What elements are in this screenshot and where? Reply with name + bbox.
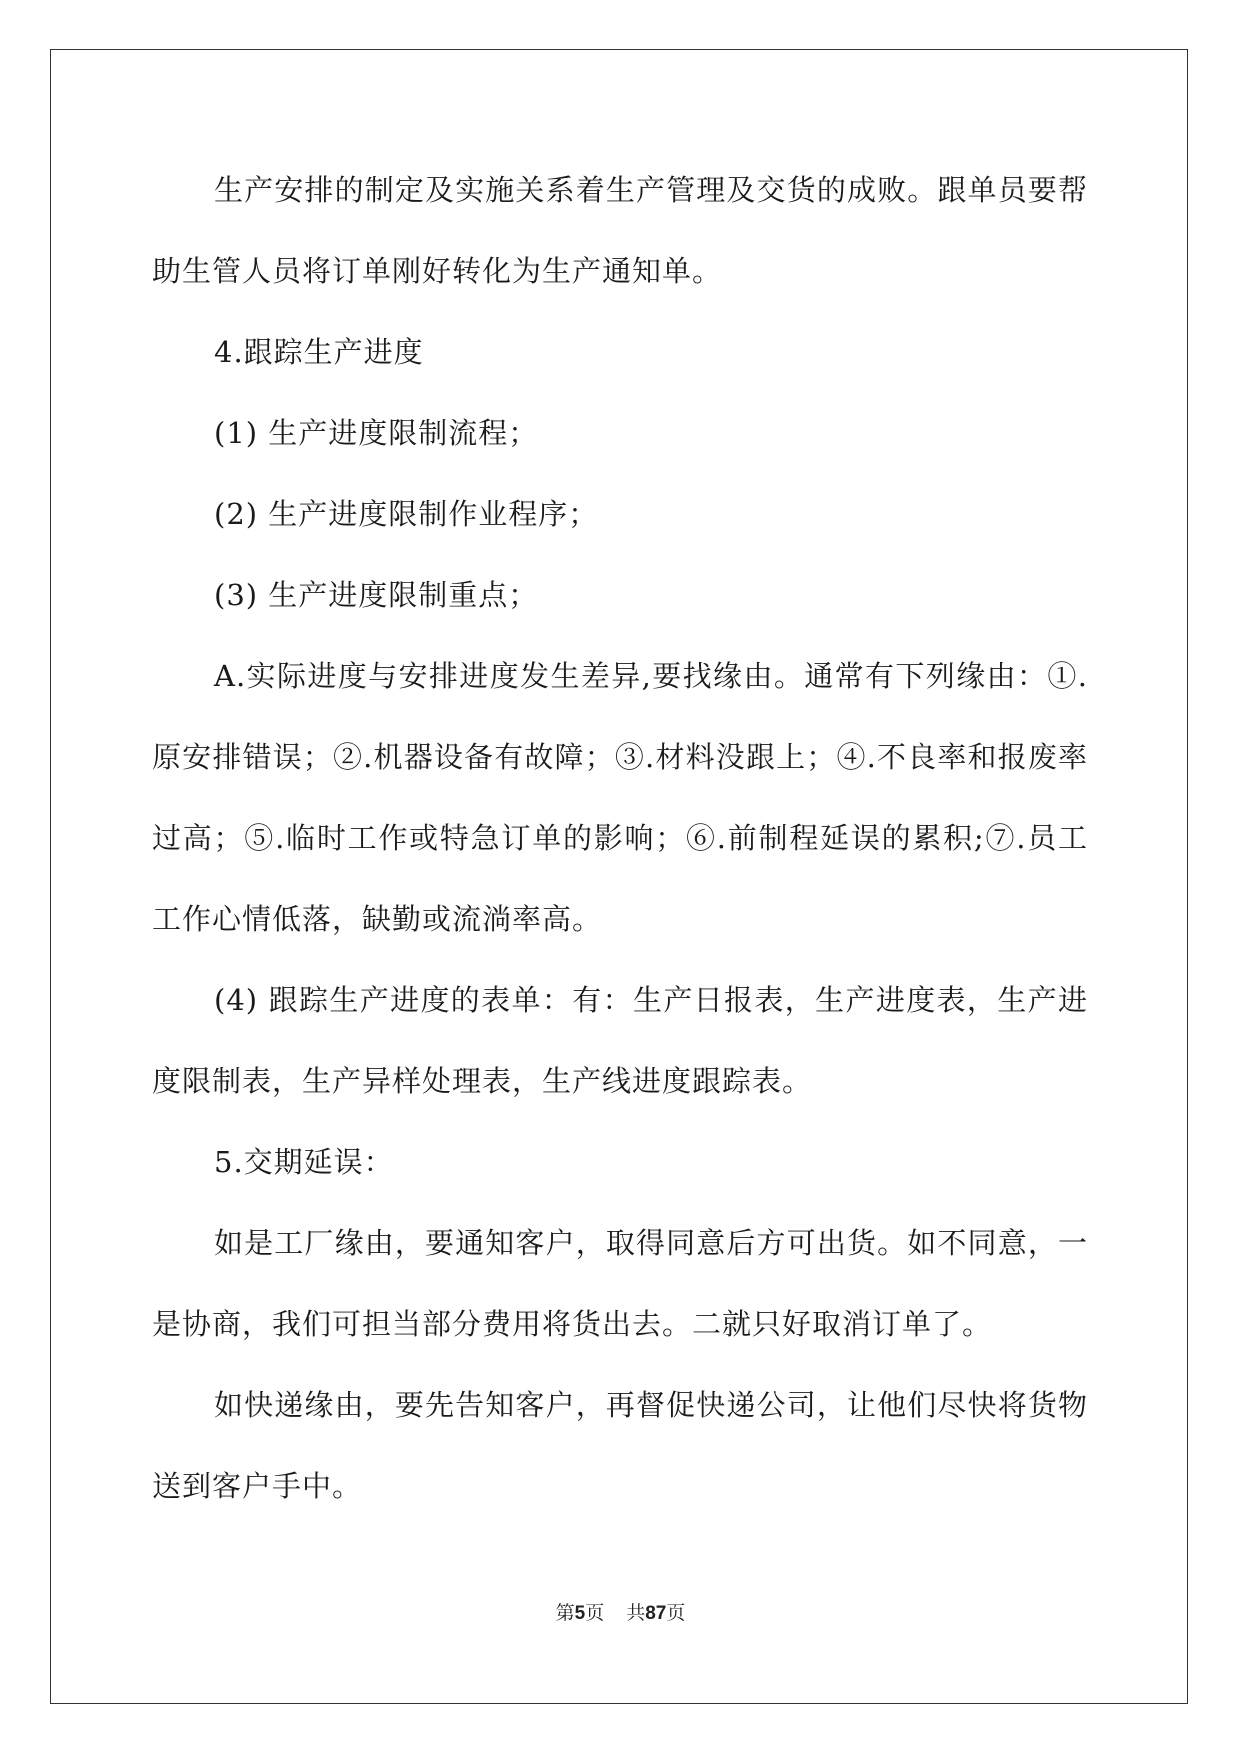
paragraph: 生产安排的制定及实施关系着生产管理及交货的成败。跟单员要帮助生管人员将订单刚好转化为生产通知单。	[152, 173, 1088, 288]
page-footer	[0, 1598, 1241, 1625]
paragraph: 如是工厂缘由，要通知客户，取得同意后方可出货。如不同意，一是协商，我们可担当部分费用将货出去。二就只好取消订单了。	[152, 1226, 1088, 1341]
footer-page-unit: 页	[585, 1602, 605, 1624]
list-item: (4) 跟踪生产进度的表单：有：生产日报表，生产进度表，生产进度限制表，生产异样处理表，生产线进度跟踪表。	[152, 983, 1088, 1098]
list-item: (3) 生产进度限制重点；	[214, 578, 539, 612]
section-heading: 5.交期延误：	[214, 1145, 394, 1179]
footer-total-unit: 页	[666, 1602, 686, 1624]
list-item: (2) 生产进度限制作业程序；	[214, 497, 599, 531]
footer-prefix: 第	[555, 1602, 575, 1624]
paragraph: A.实际进度与安排进度发生差异,要找缘由。通常有下列缘由：①.原安排错误；②.机器设备有故障；③.材料没跟上；④.不良率和报废率过高；⑤.临时工作或特急订单的影响；⑥.前制程延误的累积;⑦.员工工作心情低落，缺勤或流淌率高。	[152, 659, 1088, 936]
document-body	[152, 150, 1088, 1527]
total-pages: 87	[645, 1603, 667, 1624]
section-heading: 4.跟踪生产进度	[214, 335, 424, 369]
paragraph: 如快递缘由，要先告知客户，再督促快递公司，让他们尽快将货物送到客户手中。	[152, 1388, 1088, 1503]
footer-total-prefix: 共	[626, 1602, 646, 1624]
page-number: 5	[574, 1603, 586, 1624]
list-item: (1) 生产进度限制流程；	[214, 416, 539, 450]
